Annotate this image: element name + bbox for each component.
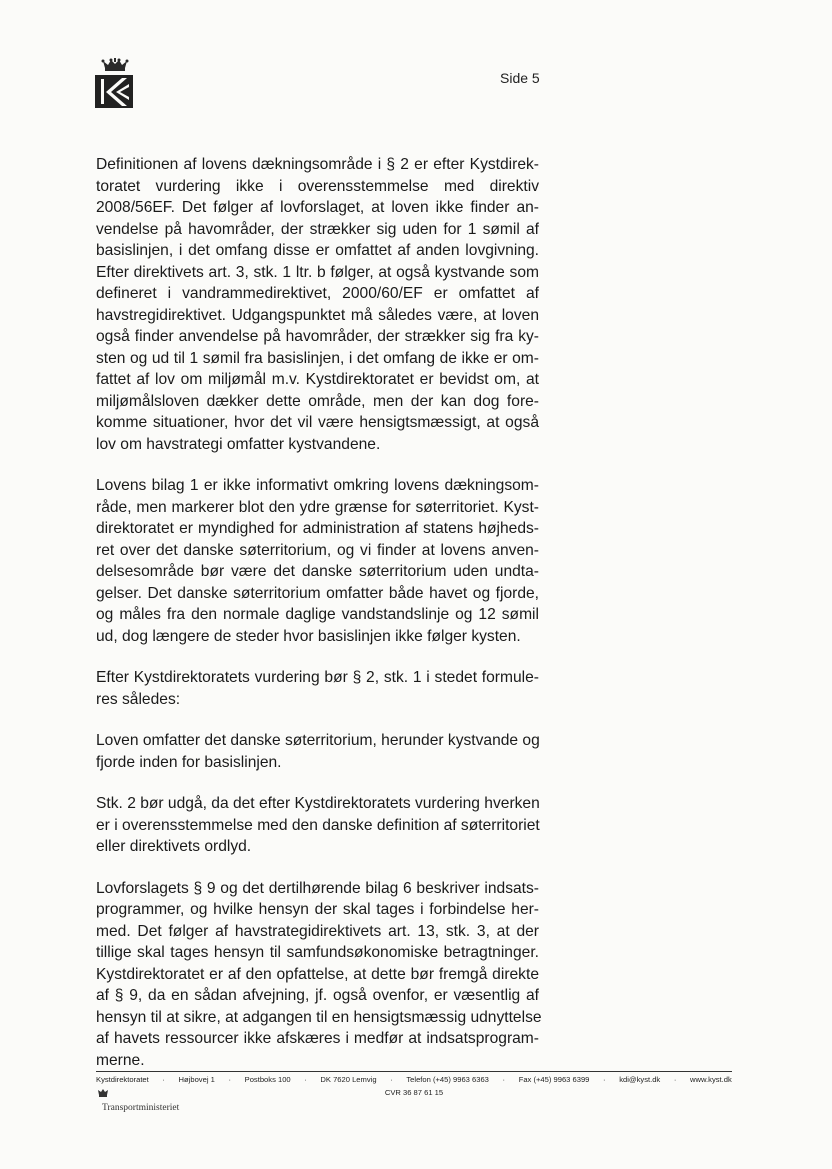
ministry-name: Transportministeriet: [102, 1103, 180, 1113]
body-paragraph: [96, 730, 539, 773]
text-line: af § 9, da en sådan afvejning, jf. også ovenfor, er væsentlig af: [96, 987, 539, 1004]
text-line: Stk. 2 bør udgå, da det efter Kystdirektoratets vurdering hverken: [96, 795, 540, 812]
text-line: toratet vurdering ikke i overensstemmelse med direktiv: [96, 177, 539, 195]
text-line: havstregidirektivet. Udgangspunktet må således være, at loven: [96, 306, 539, 324]
text-line: merne.: [96, 1051, 145, 1069]
text-line: er i overensstemmelse med den danske definition af søterritoriet: [96, 816, 540, 834]
text-line: miljømålsloven dækker dette område, men der kan dog fore-: [96, 392, 539, 410]
text-line: Loven omfatter det danske søterritorium, herunder kystvande og: [96, 732, 540, 749]
page-number: Side 5: [500, 70, 540, 86]
text-line: res således:: [96, 690, 181, 708]
text-line: også finder anvendelse på havområder, der strækker sig fra ky-: [96, 328, 539, 345]
text-line: tillige skal tages hensyn til samfundsøkonomiske betragtninger.: [96, 944, 539, 961]
footer-contact-item: Telefon (+45) 9963 6363: [406, 1075, 489, 1084]
text-line: 2008/56EF. Det følger af lovforslaget, at loven ikke finder an-: [96, 199, 539, 216]
footer-contact-item: Fax (+45) 9963 6399: [518, 1075, 590, 1084]
footer-cvr: CVR 36 87 61 15: [384, 1088, 444, 1097]
text-line: Kystdirektoratet er af den opfattelse, at dette bør fremgå direkte: [96, 965, 539, 983]
text-line: direktoratet er myndighed for administration af statens højheds-: [96, 520, 539, 537]
footer-contact-item: Kystdirektoratet: [96, 1075, 149, 1084]
text-line: ret over det danske søterritorium, og vi finder at lovens anven-: [96, 541, 539, 559]
footer-separator: ·: [673, 1075, 677, 1084]
text-line: med. Det følger af havstrategidirektivets art. 13, stk. 3, at der: [96, 922, 539, 940]
text-line: komme situationer, hvor det vil være hensigtsmæssigt, at også: [96, 414, 539, 431]
text-line: Definitionen af lovens dækningsområde i § 2 er efter Kystdirek-: [96, 156, 539, 173]
text-line: gelser. Det danske søterritorium omfatter både havet og fjorde,: [96, 584, 539, 602]
text-line: sten og ud til 1 sømil fra basislinjen, i det omfang de ikke er om-: [96, 349, 539, 367]
footer-separator: ·: [390, 1075, 393, 1084]
text-line: defineret i vandrammedirektivet, 2000/60/EF er omfattet af: [96, 285, 539, 302]
text-line: Lovens bilag 1 er ikke informativt omkring lovens dækningsom-: [96, 477, 539, 494]
text-line: programmer, og hvilke hensyn der skal tages i forbindelse her-: [96, 901, 539, 918]
letter-body: [96, 154, 542, 1091]
body-paragraph: [96, 154, 539, 455]
kystdirektoratet-logo-icon: [92, 58, 138, 110]
body-paragraph: [96, 878, 542, 1072]
text-line: af havets ressourcer ikke afskæres i medfør at indsatsprogram-: [96, 1030, 539, 1047]
footer-separator: ·: [228, 1075, 231, 1084]
footer-contact-item: Højbovej 1: [178, 1075, 215, 1084]
text-line: Lovforslagets § 9 og det dertilhørende bilag 6 beskriver indsats-: [96, 879, 539, 897]
body-paragraph: [96, 475, 539, 647]
text-line: og måles fra den normale daglige vandstandslinje og 12 sømil: [96, 606, 539, 623]
text-line: råde, men markerer blot den ydre grænse for søterritoriet. Kyst-: [96, 498, 539, 516]
crown-icon: [96, 1087, 110, 1099]
text-line: eller direktivets ordlyd.: [96, 838, 252, 855]
footer-divider: [96, 1071, 732, 1072]
text-line: lov om havstrategi omfatter kystvandene.: [96, 435, 381, 453]
footer-contact-item: DK 7620 Lemvig: [320, 1075, 377, 1084]
text-line: Efter Kystdirektoratets vurdering bør § 2, stk. 1 i stedet formule-: [96, 669, 539, 686]
text-line: delsesområde bør være det danske søterritorium uden undta-: [96, 563, 539, 580]
footer-separator: ·: [304, 1075, 307, 1084]
footer-separator: ·: [162, 1075, 165, 1084]
text-line: vendelse på havområder, der strækker sig uden for 1 sømil af: [96, 220, 539, 238]
text-line: basislinjen, i det omfang disse er omfattet af anden lovgivning.: [96, 242, 539, 259]
footer-separator: ·: [502, 1075, 506, 1084]
footer-contact-item: www.kyst.dk: [690, 1075, 732, 1084]
footer-contact-item: Postboks 100: [244, 1075, 291, 1084]
footer-contact-line: [96, 1075, 732, 1084]
text-line: fattet af lov om miljømål m.v. Kystdirektoratet er bevidst om, at: [96, 371, 539, 388]
text-line: hensyn til at sikre, at adgangen til en hensigtsmæssig udnyttelse: [96, 1008, 542, 1026]
footer-contact-item: kdi@kyst.dk: [619, 1075, 661, 1084]
footer-separator: ·: [603, 1075, 606, 1084]
text-line: fjorde inden for basislinjen.: [96, 753, 282, 771]
text-line: Efter direktivets art. 3, stk. 1 ltr. b følger, at også kystvande som: [96, 263, 539, 281]
body-paragraph: [96, 793, 539, 858]
text-line: ud, dog længere de steder hvor basislinjen ikke følger kysten.: [96, 627, 521, 645]
body-paragraph: [96, 667, 539, 710]
